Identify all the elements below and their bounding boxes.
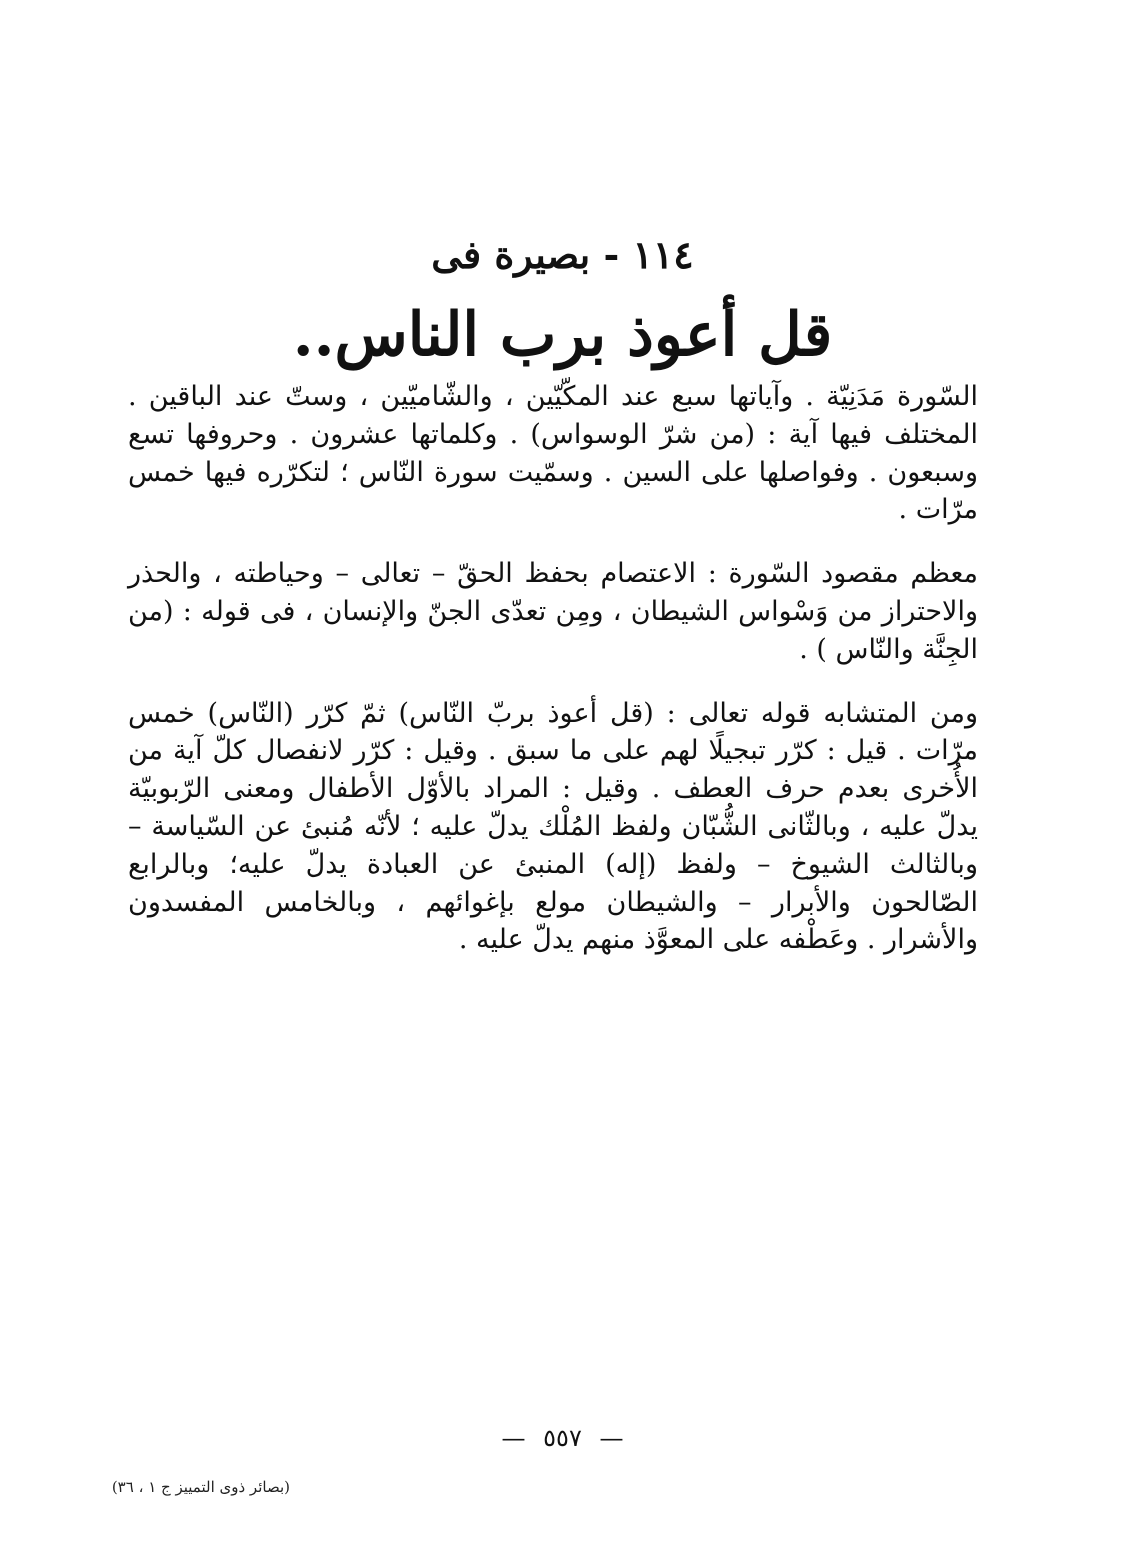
section-number-heading: ١١٤ - بصيرة فى <box>431 232 694 277</box>
footer-note: (بصائر ذوى التمييز ج ١ ، ٣٦) <box>111 1478 290 1496</box>
body-text <box>128 378 978 985</box>
page-number-value: ٥٥٧ <box>543 1424 582 1452</box>
paragraph-overview: السّورة مَدَنِيّة . وآياتها سبع عند المكّيّين ، والشّاميّين ، وستّ عند الباقين . المختلف فيها آية : (من شرّ الوسواس) . وكلماتها عشرون . وحروفها تسع وسبعون . وفواصلها على السين . وسمّيت سورة النّاس ؛ لتكرّره فيها خمس مرّات . <box>128 381 978 526</box>
page-number <box>0 1424 1125 1452</box>
paragraph-similarities: ومن المتشابه قوله تعالى : (قل أعوذ بربّ النّاس) ثمّ كرّر (النّاس) خمس مرّات . قيل : كرّر تبجيلًا لهم على ما سبق . وقيل : كرّر لانفصال كلّ آية من الأُخرى بعدم حرف العطف . وقيل : المراد بالأوّل الأطفال ومعنى الرّبوبيّة يدلّ عليه ، وبالثّانى الشُّبّان ولفظ المُلْك يدلّ عليه ؛ لأنّه مُنبئ عن السّياسة – وبالثالث الشيوخ – ولفظ (إله) المنبئ عن العبادة يدلّ عليه؛ وبالرابع الصّالحون والأبرار – والشيطان مولع بإغوائهم ، وبالخامس المفسدون والأشرار . وعَطْفه على المعوَّذ منهم يدلّ عليه . <box>128 697 978 956</box>
page-number-dash-left: — <box>599 1424 624 1452</box>
page-number-dash-right: — <box>501 1424 526 1452</box>
section-title: قل أعوذ برب الناس.. <box>292 300 833 370</box>
paragraph-purpose: معظم مقصود السّورة : الاعتصام بحفظ الحقّ – تعالى – وحياطته ، والحذر والاحتراز من وَسْواس الشيطان ، ومِن تعدّى الجنّ والإنسان ، فى قوله : (من الجِنَّة والنّاس ) . <box>128 558 978 665</box>
